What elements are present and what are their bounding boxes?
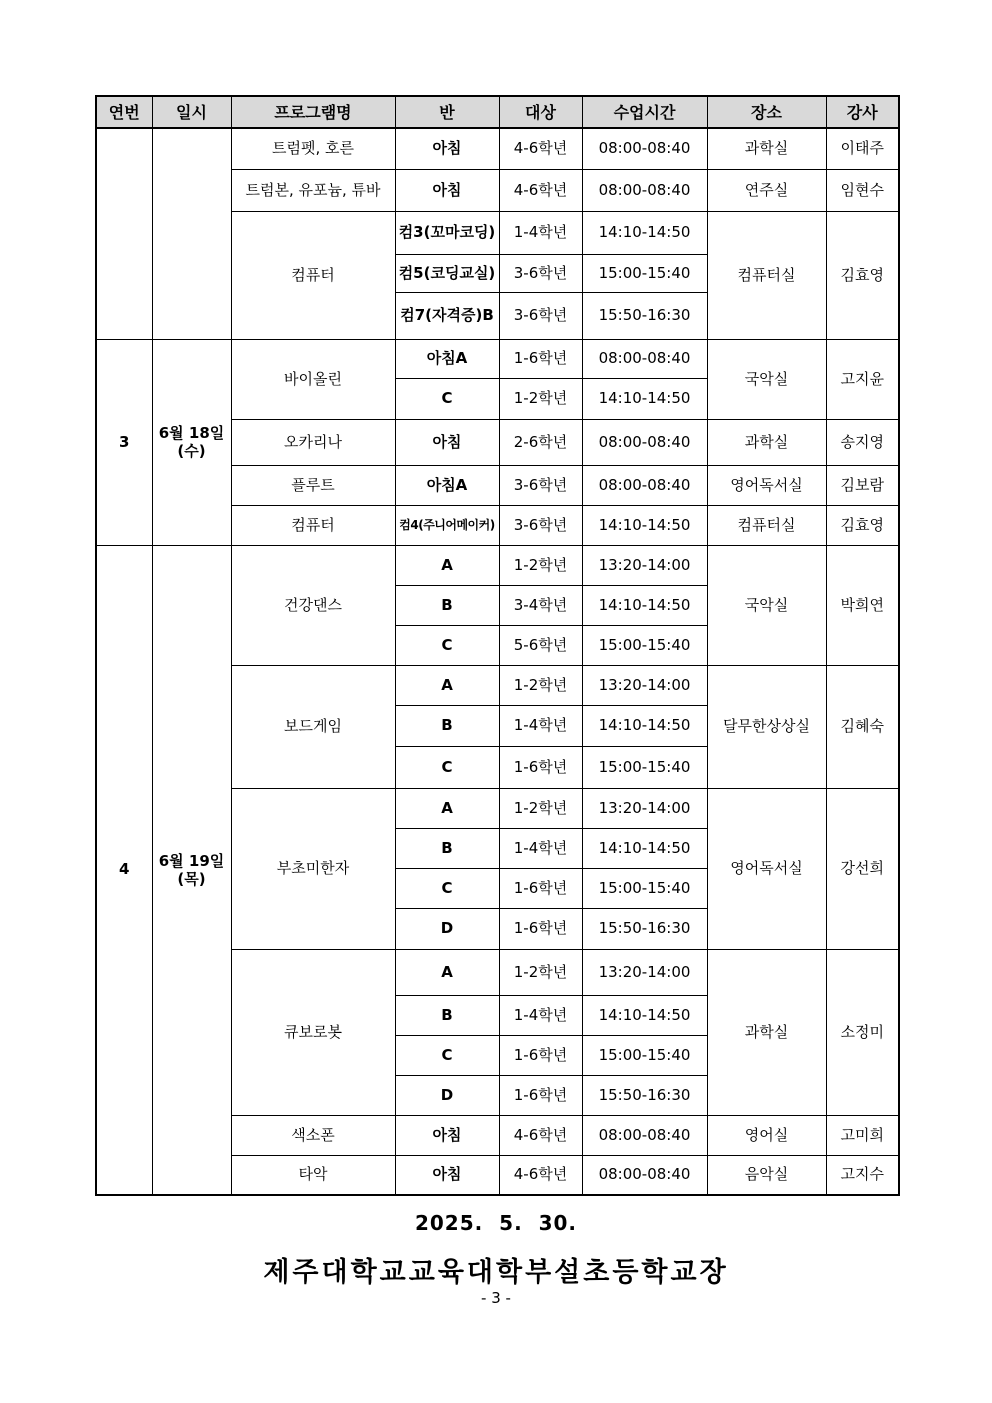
class-cell: 컴3(꼬마코딩) bbox=[395, 211, 499, 254]
table-row bbox=[96, 339, 899, 378]
target-cell: 1-6학년 bbox=[499, 1035, 582, 1075]
place-cell: 컴퓨터실 bbox=[707, 211, 826, 339]
time-cell: 08:00-08:40 bbox=[582, 419, 707, 465]
block3-day: (수) bbox=[177, 442, 206, 460]
time-cell: 13:20-14:00 bbox=[582, 788, 707, 828]
class-cell: 아침 bbox=[395, 1155, 499, 1195]
target-cell: 3-6학년 bbox=[499, 292, 582, 339]
target-cell: 1-2학년 bbox=[499, 788, 582, 828]
target-cell: 1-6학년 bbox=[499, 339, 582, 378]
block4-date: 6월 19일 bbox=[158, 851, 225, 870]
place-cell: 과학실 bbox=[707, 128, 826, 169]
target-cell: 4-6학년 bbox=[499, 1115, 582, 1155]
program-name: 트럼본, 유포늄, 튜바 bbox=[231, 169, 395, 211]
teacher-cell: 고지수 bbox=[826, 1155, 899, 1195]
place-cell: 국악실 bbox=[707, 545, 826, 665]
block3-date: 6월 18일 bbox=[158, 424, 225, 442]
class-cell: 컴7(자격증)B bbox=[395, 292, 499, 339]
time-cell: 08:00-08:40 bbox=[582, 339, 707, 378]
program-name: 트럼펫, 호른 bbox=[231, 128, 395, 169]
header-place: 장소 bbox=[707, 96, 826, 128]
place-cell: 영어독서실 bbox=[707, 788, 826, 949]
teacher-cell: 이태주 bbox=[826, 128, 899, 169]
program-name: 오카리나 bbox=[231, 419, 395, 465]
target-cell: 1-4학년 bbox=[499, 705, 582, 746]
block2-no-cell bbox=[96, 128, 152, 339]
program-name: 바이올린 bbox=[231, 339, 395, 419]
place-cell: 과학실 bbox=[707, 949, 826, 1115]
class-cell: 컴5(코딩교실) bbox=[395, 254, 499, 292]
time-cell: 08:00-08:40 bbox=[582, 169, 707, 211]
time-cell: 08:00-08:40 bbox=[582, 128, 707, 169]
target-cell: 2-6학년 bbox=[499, 419, 582, 465]
place-cell: 국악실 bbox=[707, 339, 826, 419]
teacher-cell: 고지윤 bbox=[826, 339, 899, 419]
place-cell: 과학실 bbox=[707, 419, 826, 465]
program-name: 컴퓨터 bbox=[231, 505, 395, 545]
teacher-cell: 소정미 bbox=[826, 949, 899, 1115]
time-cell: 14:10-14:50 bbox=[582, 378, 707, 419]
teacher-cell: 박희연 bbox=[826, 545, 899, 665]
class-cell: A bbox=[395, 665, 499, 705]
block3-date-cell bbox=[152, 339, 231, 545]
target-cell: 1-2학년 bbox=[499, 545, 582, 585]
target-cell: 1-2학년 bbox=[499, 378, 582, 419]
teacher-cell: 김혜숙 bbox=[826, 665, 899, 788]
issue-date: 2025. 5. 30. bbox=[414, 1211, 578, 1235]
class-cell: 아침 bbox=[395, 419, 499, 465]
target-cell: 1-6학년 bbox=[499, 1075, 582, 1115]
time-cell: 13:20-14:00 bbox=[582, 665, 707, 705]
header-program: 프로그램명 bbox=[231, 96, 395, 128]
issuer-title: 제주대학교교육대학부설초등학교장 bbox=[263, 1257, 729, 1288]
schedule-table bbox=[95, 95, 900, 1196]
program-name: 큐보로봇 bbox=[231, 949, 395, 1115]
class-cell: C bbox=[395, 378, 499, 419]
class-cell: B bbox=[395, 585, 499, 625]
class-cell: B bbox=[395, 995, 499, 1035]
class-cell: 아침A bbox=[395, 339, 499, 378]
teacher-cell: 김효영 bbox=[826, 211, 899, 339]
header-row bbox=[96, 96, 899, 128]
header-target: 대상 bbox=[499, 96, 582, 128]
class-cell: D bbox=[395, 908, 499, 949]
target-cell: 1-4학년 bbox=[499, 211, 582, 254]
header-date: 일시 bbox=[152, 96, 231, 128]
teacher-cell: 김효영 bbox=[826, 505, 899, 545]
class-cell: C bbox=[395, 1035, 499, 1075]
teacher-cell: 임현수 bbox=[826, 169, 899, 211]
class-cell: C bbox=[395, 868, 499, 908]
place-cell: 달무한상상실 bbox=[707, 665, 826, 788]
time-cell: 14:10-14:50 bbox=[582, 705, 707, 746]
time-cell: 08:00-08:40 bbox=[582, 1155, 707, 1195]
time-cell: 15:00-15:40 bbox=[582, 746, 707, 788]
target-cell: 3-6학년 bbox=[499, 254, 582, 292]
time-cell: 14:10-14:50 bbox=[582, 828, 707, 868]
class-cell: 아침 bbox=[395, 128, 499, 169]
target-cell: 1-4학년 bbox=[499, 995, 582, 1035]
time-cell: 14:10-14:50 bbox=[582, 585, 707, 625]
target-cell: 3-6학년 bbox=[499, 465, 582, 505]
target-cell: 4-6학년 bbox=[499, 1155, 582, 1195]
class-cell: B bbox=[395, 828, 499, 868]
time-cell: 15:00-15:40 bbox=[582, 625, 707, 665]
time-cell: 14:10-14:50 bbox=[582, 211, 707, 254]
teacher-cell: 송지영 bbox=[826, 419, 899, 465]
program-name: 보드게임 bbox=[231, 665, 395, 788]
class-cell: D bbox=[395, 1075, 499, 1115]
time-cell: 08:00-08:40 bbox=[582, 465, 707, 505]
header-time: 수업시간 bbox=[582, 96, 707, 128]
class-cell: 아침 bbox=[395, 1115, 499, 1155]
header-teacher: 강사 bbox=[826, 96, 899, 128]
block4-day: (목) bbox=[177, 869, 206, 888]
program-name: 컴퓨터 bbox=[231, 211, 395, 339]
time-cell: 08:00-08:40 bbox=[582, 1115, 707, 1155]
target-cell: 1-4학년 bbox=[499, 828, 582, 868]
block3-no-cell: 3 bbox=[96, 339, 152, 545]
table-row bbox=[96, 545, 899, 585]
time-cell: 15:50-16:30 bbox=[582, 908, 707, 949]
program-name: 색소폰 bbox=[231, 1115, 395, 1155]
target-cell: 1-6학년 bbox=[499, 868, 582, 908]
program-name: 타악 bbox=[231, 1155, 395, 1195]
time-cell: 14:10-14:50 bbox=[582, 505, 707, 545]
time-cell: 14:10-14:50 bbox=[582, 995, 707, 1035]
time-cell: 15:50-16:30 bbox=[582, 292, 707, 339]
class-cell: 컴4(주니어메이커) bbox=[395, 505, 499, 545]
program-name: 부초미한자 bbox=[231, 788, 395, 949]
target-cell: 3-4학년 bbox=[499, 585, 582, 625]
target-cell: 5-6학년 bbox=[499, 625, 582, 665]
class-cell: B bbox=[395, 705, 499, 746]
class-cell: C bbox=[395, 625, 499, 665]
header-no: 연번 bbox=[96, 96, 152, 128]
program-name: 건강댄스 bbox=[231, 545, 395, 665]
time-cell: 13:20-14:00 bbox=[582, 545, 707, 585]
time-cell: 15:50-16:30 bbox=[582, 1075, 707, 1115]
place-cell: 컴퓨터실 bbox=[707, 505, 826, 545]
time-cell: 15:00-15:40 bbox=[582, 868, 707, 908]
header-class: 반 bbox=[395, 96, 499, 128]
place-cell: 영어독서실 bbox=[707, 465, 826, 505]
place-cell: 연주실 bbox=[707, 169, 826, 211]
page-number: - 3 - bbox=[481, 1289, 511, 1307]
table-row bbox=[96, 128, 899, 169]
class-cell: A bbox=[395, 545, 499, 585]
block2-date-cell bbox=[152, 128, 231, 339]
target-cell: 3-6학년 bbox=[499, 505, 582, 545]
class-cell: 아침A bbox=[395, 465, 499, 505]
program-name: 플루트 bbox=[231, 465, 395, 505]
target-cell: 1-6학년 bbox=[499, 908, 582, 949]
target-cell: 4-6학년 bbox=[499, 128, 582, 169]
place-cell: 음악실 bbox=[707, 1155, 826, 1195]
target-cell: 1-2학년 bbox=[499, 949, 582, 995]
class-cell: A bbox=[395, 949, 499, 995]
teacher-cell: 고미희 bbox=[826, 1115, 899, 1155]
target-cell: 1-2학년 bbox=[499, 665, 582, 705]
teacher-cell: 강선희 bbox=[826, 788, 899, 949]
place-cell: 영어실 bbox=[707, 1115, 826, 1155]
class-cell: C bbox=[395, 746, 499, 788]
time-cell: 15:00-15:40 bbox=[582, 254, 707, 292]
block4-no-cell: 4 bbox=[96, 545, 152, 1195]
teacher-cell: 김보람 bbox=[826, 465, 899, 505]
class-cell: A bbox=[395, 788, 499, 828]
time-cell: 15:00-15:40 bbox=[582, 1035, 707, 1075]
target-cell: 4-6학년 bbox=[499, 169, 582, 211]
target-cell: 1-6학년 bbox=[499, 746, 582, 788]
block4-date-cell bbox=[152, 545, 231, 1195]
class-cell: 아침 bbox=[395, 169, 499, 211]
time-cell: 13:20-14:00 bbox=[582, 949, 707, 995]
